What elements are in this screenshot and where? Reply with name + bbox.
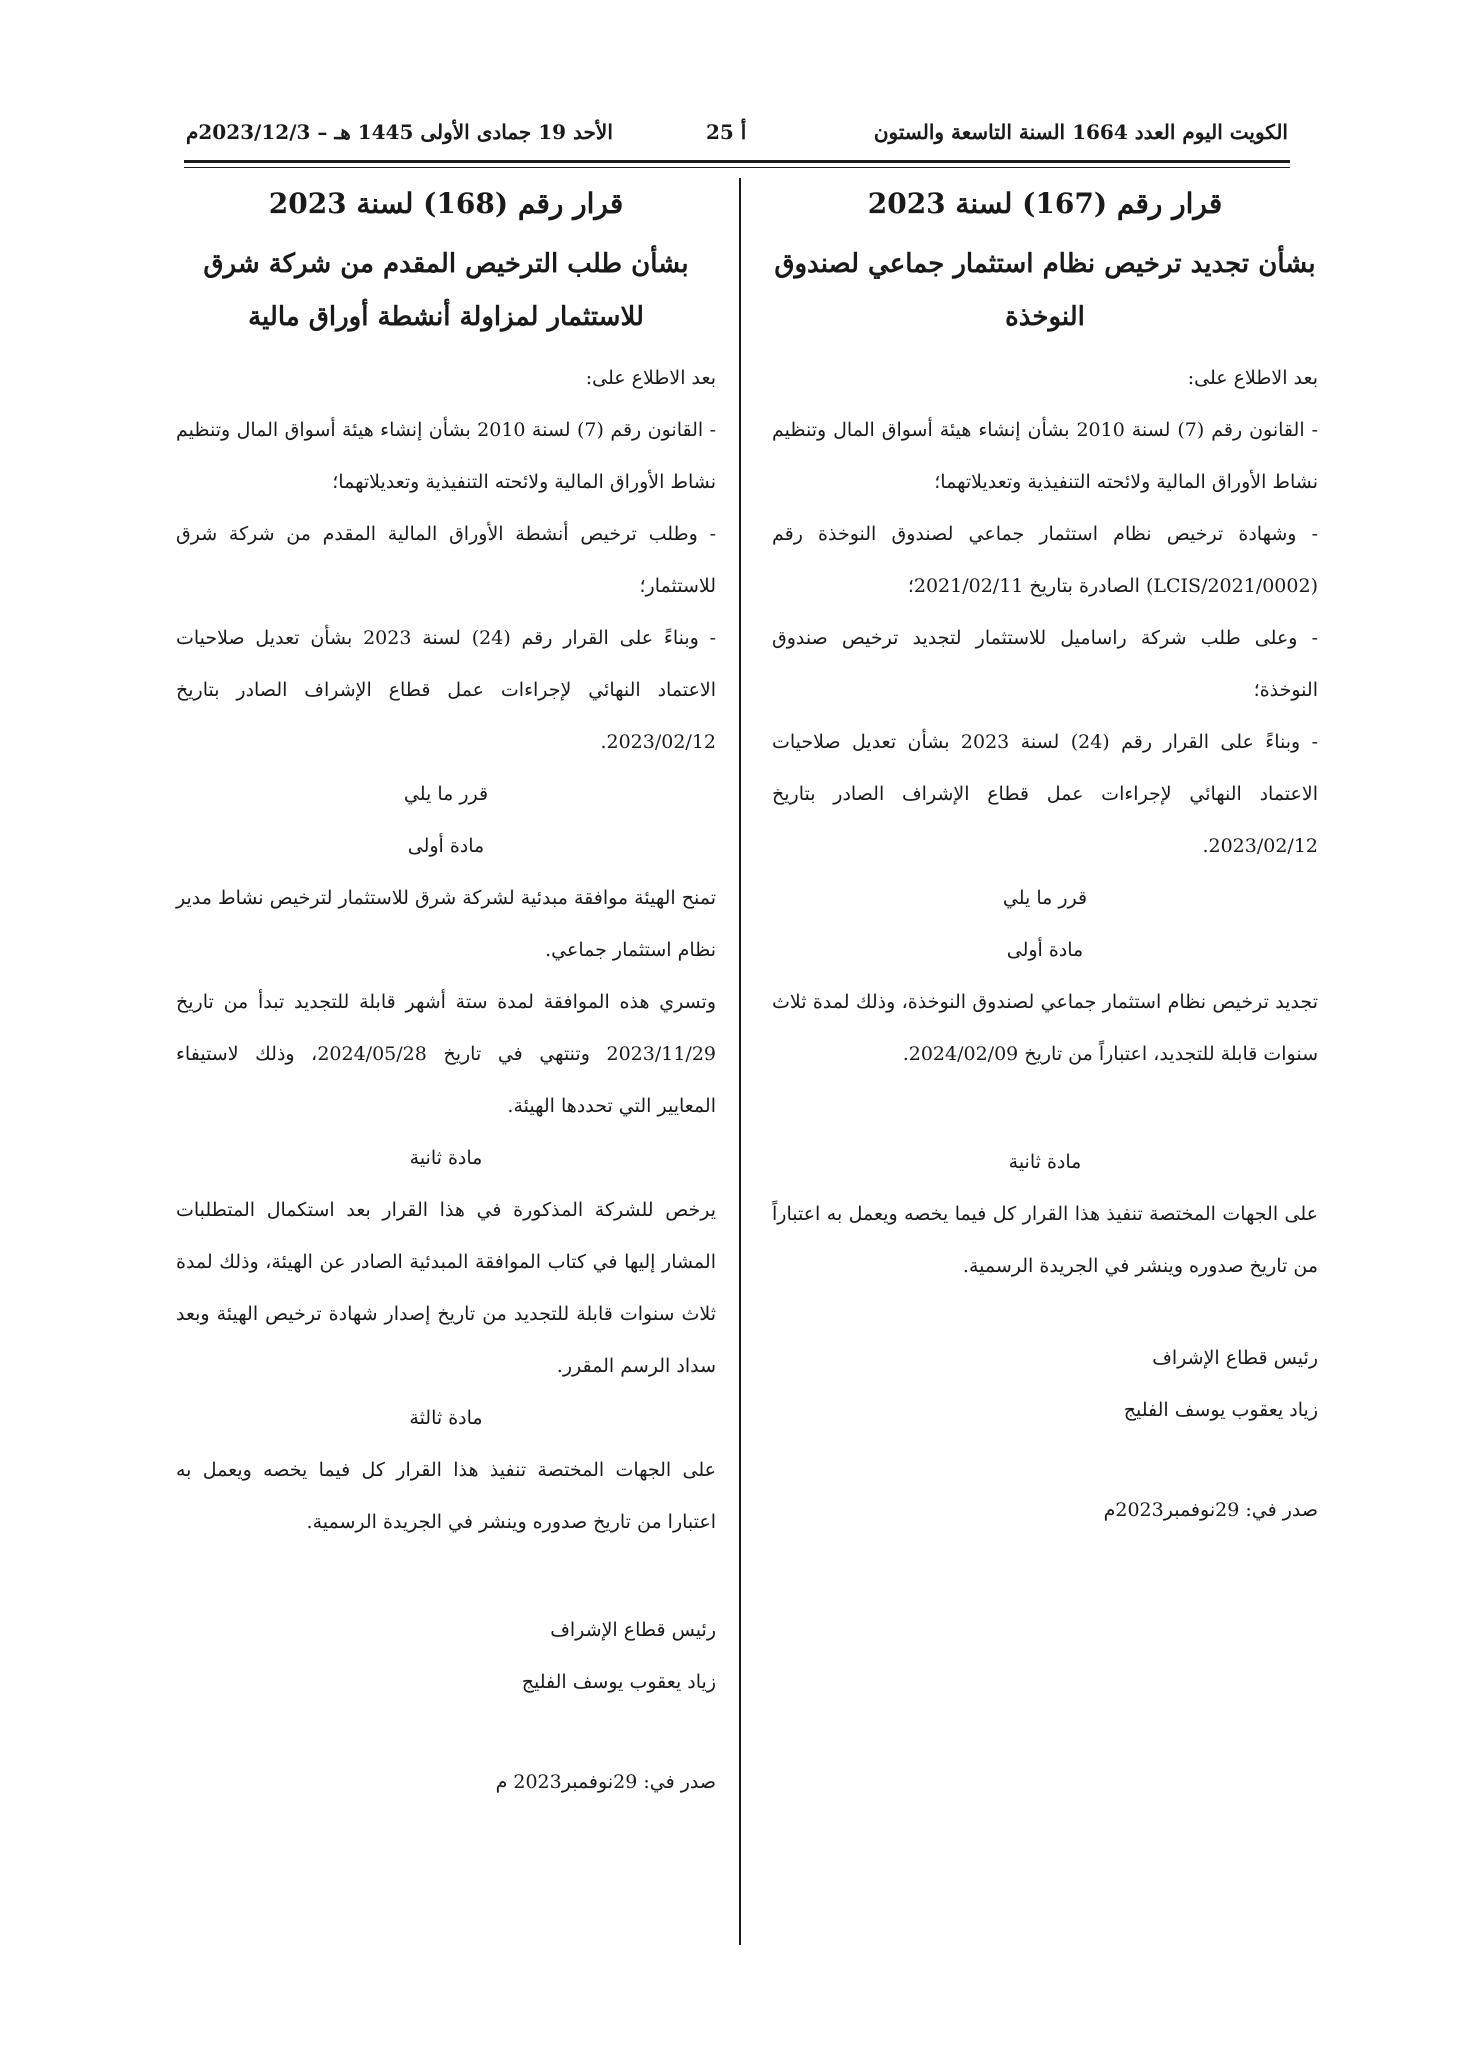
decision-168-article3-text: على الجهات المختصة تنفيذ هذا القرار كل فيما يخصه ويعمل به اعتبارا من تاريخ صدوره وينشر في الجريدة الرسمية. (176, 1459, 716, 1533)
decision-168-article1-title: مادة أولى (407, 835, 485, 857)
decision-168-article2-title: مادة ثانية (409, 1147, 483, 1169)
decision-167-issued: صدر في: 29نوفمبر2023م (1103, 1499, 1318, 1521)
decision-168-article1-text1: تمنح الهيئة موافقة مبدئية لشركة شرق للاستثمار لترخيص نشاط مدير نظام استثمار جماعي. (176, 887, 716, 961)
decision-168-title: قرار رقم (168) لسنة 2023 (268, 187, 624, 220)
decision-168-signer-name: زياد يعقوب يوسف الفليج (521, 1671, 716, 1693)
decision-167-item4: - وبناءً على القرار رقم (24) لسنة 2023 بشأن تعديل صلاحيات الاعتماد النهائي لإجراءات عمل قطاع الإشراف الصادر بتاريخ 2023/02/12. (772, 731, 1318, 857)
decision-167-signer-title: رئيس قطاع الإشراف (1152, 1347, 1318, 1369)
decision-168-article2-text: يرخص للشركة المذكورة في هذا القرار بعد استكمال المتطلبات المشار إليها في كتاب الموافقة المبدئية الصادر عن الهيئة، وذلك لمدة ثلاث سنوات قابلة للتجديد من تاريخ إصدار شهادة ترخيص الهيئة وبعد سداد الرسم المقرر. (176, 1199, 716, 1377)
decision-167-article1-text: تجديد ترخيص نظام استثمار جماعي لصندوق النوخذة، وذلك لمدة ثلاث سنوات قابلة للتجديد، اعتباراً من تاريخ 2024/02/09. (772, 991, 1318, 1065)
decision-167-column (772, 182, 1318, 1536)
column-divider (739, 178, 741, 1945)
decision-167-subject (772, 238, 1318, 344)
decision-168-subject-line2: للاستثمار لمزاولة أنشطة أوراق مالية (248, 302, 644, 332)
decision-168-article3-title: مادة ثالثة (409, 1407, 483, 1429)
decision-167-article2-text: على الجهات المختصة تنفيذ هذا القرار كل فيما يخصه ويعمل به اعتباراً من تاريخ صدوره وينشر في الجريدة الرسمية. (772, 1203, 1318, 1277)
decision-167-item1: - القانون رقم (7) لسنة 2010 بشأن إنشاء هيئة أسواق المال وتنظيم نشاط الأوراق المالية ولائحته التنفيذية وتعديلاتهما؛ (772, 419, 1318, 493)
decision-167-title: قرار رقم (167) لسنة 2023 (867, 187, 1223, 220)
decision-168-column (176, 182, 716, 1808)
decision-167-subject-line1: بشأن تجديد ترخيص نظام استثمار جماعي لصندوق (774, 249, 1316, 279)
decision-167-decided: قرر ما يلي (1002, 887, 1088, 909)
decision-168-signature (176, 1604, 716, 1708)
decision-168-decided: قرر ما يلي (403, 783, 489, 805)
decision-167-article2-title: مادة ثانية (1008, 1151, 1082, 1173)
decision-168-item3: - وبناءً على القرار رقم (24) لسنة 2023 بشأن تعديل صلاحيات الاعتماد النهائي لإجراءات عمل قطاع الإشراف الصادر بتاريخ 2023/02/12. (176, 627, 717, 753)
decision-168-subject-line1: بشأن طلب الترخيص المقدم من شركة شرق (203, 249, 689, 279)
decision-168-item1: - القانون رقم (7) لسنة 2010 بشأن إنشاء هيئة أسواق المال وتنظيم نشاط الأوراق المالية ولائحته التنفيذية وتعديلاتهما؛ (176, 419, 716, 493)
decision-167-after-review: بعد الاطلاع على: (1187, 367, 1318, 389)
page-header (186, 120, 1288, 154)
decision-168-item2: - وطلب ترخيص أنشطة الأوراق المالية المقدم من شركة شرق للاستثمار؛ (176, 523, 716, 597)
decision-167-signature (772, 1332, 1318, 1436)
header-page-number: أ 25 (706, 120, 747, 144)
decision-167-subject-line2: النوخذة (1005, 302, 1085, 332)
decision-167-signer-name: زياد يعقوب يوسف الفليج (1123, 1399, 1318, 1421)
decision-167-article1-title: مادة أولى (1006, 939, 1084, 961)
header-issue-info: الكويت اليوم العدد 1664 السنة التاسعة والستون (873, 120, 1288, 144)
header-date: الأحد 19 جمادى الأولى 1445 هـ – 2023/12/3م (186, 120, 613, 144)
header-rule-thin (184, 167, 1290, 168)
header-rule-thick (184, 160, 1290, 163)
decision-167-item3: - وعلى طلب شركة راساميل للاستثمار لتجديد ترخيص صندوق النوخذة؛ (772, 627, 1318, 701)
decision-168-article1-text2: وتسري هذه الموافقة لمدة ستة أشهر قابلة للتجديد تبدأ من تاريخ 2023/11/29 وتنتهي في تاريخ 2024/05/28، وذلك لاستيفاء المعايير التي تحددها الهيئة. (176, 991, 716, 1117)
decision-168-issued: صدر في: 29نوفمبر2023 م (495, 1771, 716, 1793)
decision-168-after-review: بعد الاطلاع على: (585, 367, 716, 389)
decision-168-signer-title: رئيس قطاع الإشراف (550, 1619, 716, 1641)
decision-168-subject (176, 238, 716, 344)
decision-167-item2: - وشهادة ترخيص نظام استثمار جماعي لصندوق النوخذة رقم (LCIS/2021/0002) الصادرة بتاريخ 2021/02/11؛ (772, 523, 1318, 597)
